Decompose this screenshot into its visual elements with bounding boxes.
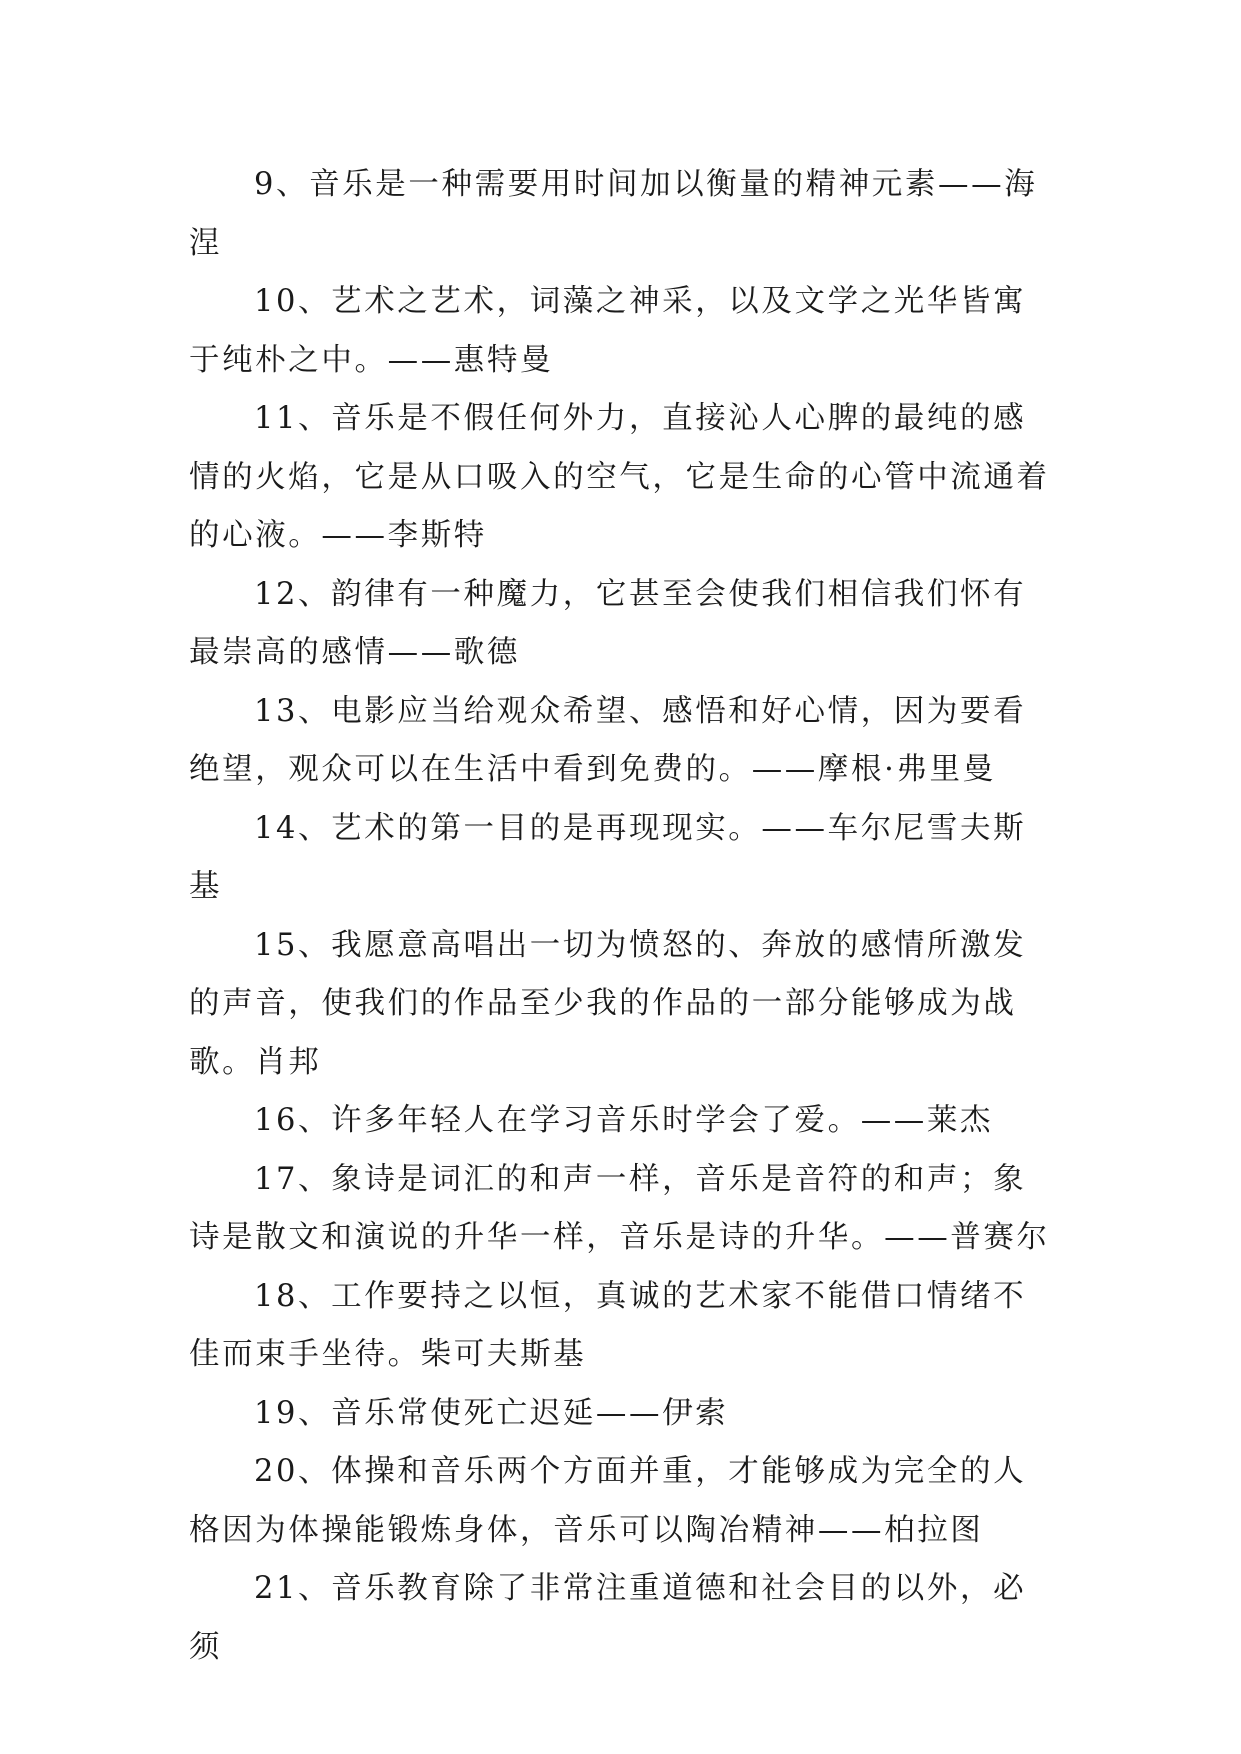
quote-paragraph: 16、许多年轻人在学习音乐时学会了爱。——莱杰 — [254, 1103, 994, 1138]
quote-list — [189, 156, 1050, 1677]
quote-paragraph: 12、韵律有一种魔力，它甚至会使我们相信我们怀有最崇高的感情——歌德 — [189, 576, 1027, 670]
quote-paragraph: 11、音乐是不假任何外力，直接沁人心脾的最纯的感情的火焰，它是从口吸入的空气，它是生命的心管中流通着的心液。——李斯特 — [189, 401, 1050, 553]
quote-paragraph: 17、象诗是词汇的和声一样，音乐是音符的和声；象诗是散文和演说的升华一样，音乐是诗的升华。——普赛尔 — [189, 1161, 1050, 1255]
quote-paragraph: 10、艺术之艺术，词藻之神采，以及文学之光华皆寓于纯朴之中。——惠特曼 — [189, 284, 1027, 378]
quote-paragraph: 15、我愿意高唱出一切为愤怒的、奔放的感情所激发的声音，使我们的作品至少我的作品的一部分能够成为战歌。肖邦 — [189, 927, 1027, 1080]
quote-paragraph: 18、工作要持之以恒，真诚的艺术家不能借口情绪不佳而束手坐待。柴可夫斯基 — [189, 1278, 1027, 1372]
quote-paragraph: 20、体操和音乐两个方面并重，才能够成为完全的人格因为体操能锻炼身体，音乐可以陶冶精神——柏拉图 — [189, 1454, 1027, 1548]
quote-paragraph: 14、艺术的第一目的是再现现实。——车尔尼雪夫斯基 — [189, 810, 1027, 904]
quote-paragraph: 21、音乐教育除了非常注重道德和社会目的以外，必须 — [189, 1571, 1027, 1665]
quote-paragraph: 19、音乐常使死亡迟延——伊索 — [254, 1395, 729, 1431]
quote-paragraph: 9、音乐是一种需要用时间加以衡量的精神元素——海涅 — [189, 167, 1038, 261]
quote-paragraph: 13、电影应当给观众希望、感悟和好心情，因为要看绝望，观众可以在生活中看到免费的。——摩根·弗里曼 — [189, 693, 1027, 787]
